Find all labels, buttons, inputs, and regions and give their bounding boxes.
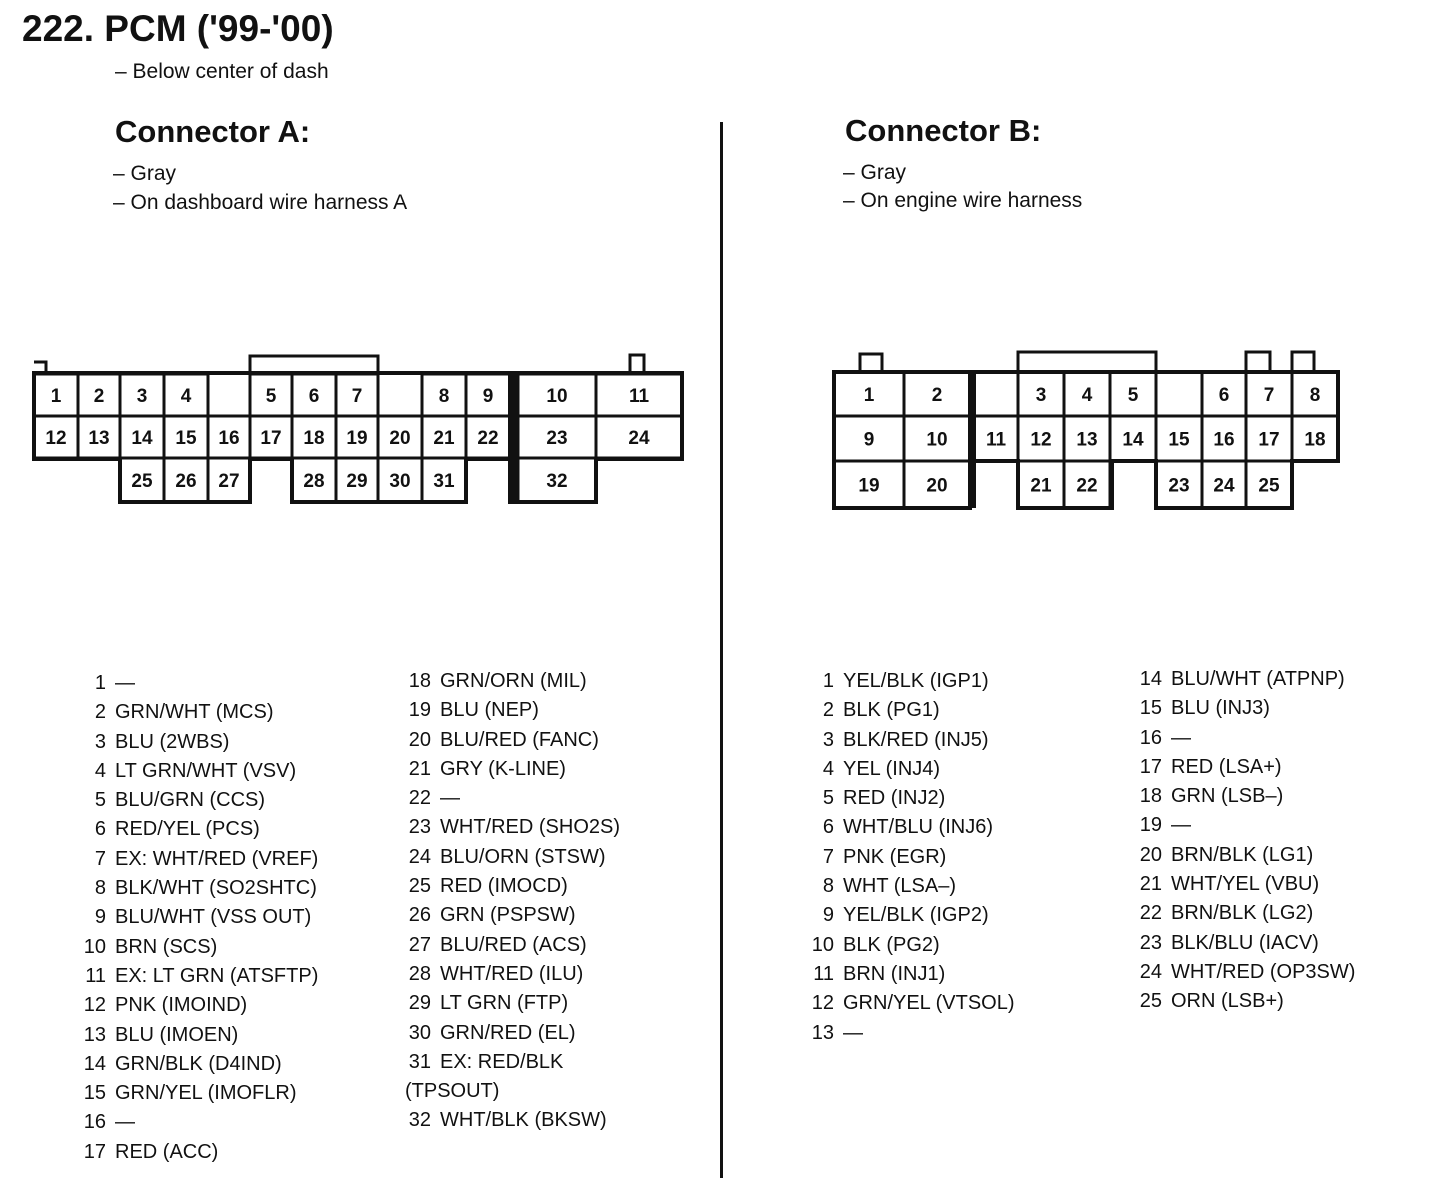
pin-label: 16 <box>218 428 240 449</box>
pin-list-item <box>405 960 620 989</box>
pin-label: 19 <box>346 428 368 449</box>
pin-list-item <box>405 989 620 1018</box>
pin-number: 18 <box>408 670 431 692</box>
pin-label: 13 <box>88 428 110 449</box>
pin-list-item <box>808 872 1015 901</box>
pin-label: 5 <box>1127 385 1139 406</box>
pin-list-item <box>405 667 620 696</box>
pin-label: 12 <box>45 428 67 449</box>
pin-number: 23 <box>1139 931 1162 954</box>
pin-label: 1 <box>50 386 62 407</box>
pin-description: BLU/RED (FANC) <box>440 728 599 751</box>
pin-number: 25 <box>1139 990 1162 1013</box>
pin-description: BLU (2WBS) <box>115 730 230 753</box>
pin-label: 4 <box>180 386 192 407</box>
pin-description: BLU/WHT (ATPNP) <box>1171 668 1345 690</box>
pin-label: 8 <box>1309 385 1321 406</box>
pin-description: BRN/BLK (LG1) <box>1171 843 1314 866</box>
pin-number: 11 <box>85 964 106 987</box>
pin-description: YEL/BLK (IGP1) <box>843 670 989 692</box>
pin-description: EX: WHT/RED (VREF) <box>115 847 319 870</box>
connector-a-harness: – On dashboard wire harness A <box>113 191 408 214</box>
pin-list-item <box>80 757 318 786</box>
pin-description: — <box>115 672 135 694</box>
pin-label: 6 <box>1218 385 1230 406</box>
pin-list-item <box>405 931 620 960</box>
pin-description: BLK/WHT (SO2SHTC) <box>115 877 317 900</box>
pin-description: GRY (K-LINE) <box>440 757 566 780</box>
pin-number: 15 <box>1139 697 1162 720</box>
pin-number: 10 <box>811 933 834 956</box>
pin-description: WHT/RED (SHO2S) <box>440 816 620 839</box>
pin-number: 10 <box>83 935 106 958</box>
pin-number: 29 <box>408 992 431 1015</box>
pin-description: BLK/BLU (IACV) <box>1171 931 1319 954</box>
connector-b-diagram <box>834 352 1338 508</box>
pin-label: 32 <box>546 471 568 492</box>
pin-label: 17 <box>260 428 282 449</box>
pin-label: 15 <box>175 428 197 449</box>
pin-number: 3 <box>94 730 106 753</box>
pin-number: 18 <box>1139 785 1162 808</box>
pin-label: 11 <box>985 429 1007 451</box>
pin-description: WHT/YEL (VBU) <box>1171 873 1320 896</box>
pin-number: 30 <box>408 1021 431 1044</box>
pin-label: 21 <box>1030 475 1052 497</box>
connector-b-pin-list-col1 <box>808 667 1015 1048</box>
pin-list-item <box>1136 958 1355 987</box>
pin-number: 27 <box>408 933 431 956</box>
pin-description: BLU (INJ3) <box>1171 697 1270 720</box>
pin-list-item <box>80 845 318 874</box>
pin-list-item <box>1136 782 1355 811</box>
pin-number: 8 <box>94 877 106 900</box>
pin-list-item <box>80 991 318 1020</box>
pin-label: 7 <box>351 386 363 407</box>
pin-list-item <box>80 786 318 815</box>
pin-list-item <box>1136 694 1355 723</box>
pin-list-item <box>405 1106 620 1135</box>
pin-description: BLU/RED (ACS) <box>440 933 587 956</box>
pin-number: 9 <box>94 906 106 929</box>
pin-label: 1 <box>863 385 875 406</box>
pin-description: — <box>440 787 460 810</box>
pin-list-item <box>808 960 1015 989</box>
pin-number: 6 <box>822 816 834 839</box>
pin-list-item <box>405 726 620 755</box>
pin-description: GRN/YEL (VTSOL) <box>843 992 1015 1015</box>
pin-number: 3 <box>822 728 834 751</box>
pin-label: 31 <box>433 471 455 492</box>
pin-label: 30 <box>389 471 411 492</box>
pin-label: 26 <box>175 471 197 492</box>
pin-number: 20 <box>1139 843 1162 866</box>
pin-description-continued: (TPSOUT) <box>405 1080 500 1103</box>
pin-list-item <box>808 989 1015 1018</box>
pin-description: WHT/BLK (BKSW) <box>440 1109 607 1132</box>
pin-label: 9 <box>482 386 494 407</box>
pin-label: 14 <box>131 428 153 449</box>
pin-description: BRN/BLK (LG2) <box>1171 902 1314 925</box>
pin-description: RED (ACC) <box>115 1140 219 1163</box>
pin-list-item <box>1136 811 1355 840</box>
pin-description: BLU/ORN (STSW) <box>440 845 606 868</box>
pin-list-item <box>808 755 1015 784</box>
pin-number: 4 <box>822 757 834 780</box>
pin-description: LT GRN (FTP) <box>440 992 569 1015</box>
pin-list-item <box>1136 929 1355 958</box>
pin-list-item <box>405 813 620 842</box>
pin-list-item <box>1136 665 1355 694</box>
page-title: 222. PCM ('99-'00) <box>22 8 334 49</box>
connector-a-heading: Connector A: <box>115 114 311 149</box>
pin-number: 14 <box>1139 668 1162 690</box>
pin-label: 24 <box>628 428 650 449</box>
pin-label: 28 <box>303 471 325 492</box>
pin-number: 2 <box>94 701 106 724</box>
pin-description: WHT/RED (OP3SW) <box>1171 960 1356 983</box>
pin-label: 16 <box>1213 429 1235 451</box>
latch-tab <box>34 355 644 373</box>
pin-description: WHT/BLU (INJ6) <box>843 816 993 839</box>
pin-number: 1 <box>94 672 106 694</box>
pin-list-item <box>405 755 620 784</box>
pin-list-item <box>80 1138 318 1167</box>
pin-label: 13 <box>1076 429 1098 451</box>
connector-b-pin-list-col2 <box>1136 665 1355 1017</box>
pin-list-item <box>808 931 1015 960</box>
pin-description: GRN/BLK (D4IND) <box>115 1052 282 1075</box>
pin-list-item <box>405 901 620 930</box>
pin-number: 12 <box>811 992 834 1015</box>
pin-description: BRN (INJ1) <box>843 962 946 985</box>
pin-description: BLU (IMOEN) <box>115 1023 239 1046</box>
pin-number: 17 <box>1139 755 1162 778</box>
pin-label: 9 <box>863 429 875 451</box>
pin-number: 22 <box>408 787 431 810</box>
pin-number: 15 <box>83 1082 106 1105</box>
pin-label: 17 <box>1258 429 1280 451</box>
connector-a-diagram <box>34 355 682 502</box>
pin-description: GRN/WHT (MCS) <box>115 701 274 724</box>
pin-list-item <box>808 813 1015 842</box>
pin-number: 24 <box>1139 960 1162 983</box>
pin-description: GRN/RED (EL) <box>440 1021 576 1044</box>
pin-label: 6 <box>308 386 320 407</box>
pin-number: 6 <box>94 818 106 841</box>
pin-label: 20 <box>389 428 411 449</box>
connector-b-harness: – On engine wire harness <box>843 189 1083 212</box>
pin-label: 15 <box>1168 429 1190 451</box>
pin-number: 9 <box>822 904 834 927</box>
pin-label: 2 <box>931 385 943 406</box>
connector-a-pin-list-col2 <box>405 667 620 1136</box>
pin-list-item <box>80 903 318 932</box>
pin-list-item <box>80 933 318 962</box>
pin-number: 1 <box>822 670 834 692</box>
pin-description: PNK (IMOIND) <box>115 994 248 1017</box>
pin-label: 25 <box>1258 475 1280 497</box>
pin-description: PNK (EGR) <box>843 845 947 868</box>
pin-number: 24 <box>408 845 431 868</box>
pin-label: 11 <box>628 386 650 407</box>
pin-label: 18 <box>1304 429 1326 451</box>
pin-list-item <box>1136 870 1355 899</box>
pin-label: 20 <box>926 475 948 497</box>
pin-list-item <box>80 874 318 903</box>
pin-number: 20 <box>408 728 431 751</box>
pin-list-item <box>80 1021 318 1050</box>
pin-number: 5 <box>822 787 834 810</box>
pin-label: 24 <box>1213 475 1235 497</box>
pin-list-item <box>80 815 318 844</box>
pin-description: — <box>1171 726 1191 749</box>
pin-label: 14 <box>1122 429 1144 451</box>
pin-number: 7 <box>94 847 106 870</box>
pin-description: — <box>843 1021 863 1044</box>
pin-description: BLK (PG1) <box>843 699 940 722</box>
pin-number: 2 <box>822 699 834 722</box>
pin-description: BLU (NEP) <box>440 699 539 722</box>
pin-label: 2 <box>93 386 105 407</box>
pin-number: 17 <box>83 1140 106 1163</box>
pin-list-item <box>405 784 620 813</box>
connector-b-heading: Connector B: <box>845 113 1042 148</box>
pin-description: YEL/BLK (IGP2) <box>843 904 989 927</box>
pin-list-item <box>808 784 1015 813</box>
pin-label: 10 <box>926 429 948 451</box>
pin-description: RED (LSA+) <box>1171 755 1282 778</box>
pin-label: 12 <box>1030 429 1052 451</box>
pin-list-item <box>80 728 318 757</box>
pin-label: 3 <box>136 386 148 407</box>
pin-label: 8 <box>438 386 450 407</box>
pin-number: 16 <box>1139 726 1162 749</box>
pin-label: 23 <box>1168 475 1190 497</box>
pin-label: 3 <box>1035 385 1047 406</box>
pin-label: 5 <box>265 386 277 407</box>
pin-label: 22 <box>1076 475 1098 497</box>
pin-number: 21 <box>1139 873 1162 896</box>
pin-description: WHT (LSA–) <box>843 875 956 898</box>
pin-description: RED/YEL (PCS) <box>115 818 260 841</box>
pin-description: RED (INJ2) <box>843 787 946 810</box>
pin-list-item <box>1136 753 1355 782</box>
latch-tab <box>860 354 882 372</box>
pin-label: 7 <box>1263 385 1275 406</box>
latch-tab <box>1246 352 1314 372</box>
connector-a-pin-list-col1 <box>80 669 318 1167</box>
pin-description: — <box>1171 814 1191 837</box>
pin-list-item <box>808 843 1015 872</box>
pin-number: 14 <box>83 1052 106 1075</box>
pin-description: EX: RED/BLK <box>440 1050 564 1073</box>
pin-label: 22 <box>477 428 499 449</box>
pin-number: 8 <box>822 875 834 898</box>
pin-label: 4 <box>1081 385 1093 406</box>
pin-description: RED (IMOCD) <box>440 875 568 898</box>
pin-list-item <box>405 696 620 725</box>
pin-list-item <box>80 1079 318 1108</box>
pin-list-item <box>405 843 620 872</box>
pin-list-item <box>1136 899 1355 928</box>
pin-description: GRN/YEL (IMOFLR) <box>115 1082 297 1105</box>
pin-description: GRN/ORN (MIL) <box>440 670 587 692</box>
pin-number: 12 <box>83 994 106 1017</box>
pin-number: 13 <box>811 1021 834 1044</box>
pin-number: 5 <box>94 789 106 812</box>
pin-label: 27 <box>218 471 240 492</box>
pin-number: 23 <box>408 816 431 839</box>
pin-list-item <box>808 1019 1015 1048</box>
pin-number: 16 <box>83 1111 106 1134</box>
pin-list-item <box>405 1019 620 1048</box>
pin-number: 31 <box>408 1050 431 1073</box>
pin-description: BLU/GRN (CCS) <box>115 789 266 812</box>
pin-description: WHT/RED (ILU) <box>440 962 584 985</box>
pin-list-item <box>405 1048 620 1077</box>
pin-label: 25 <box>131 471 153 492</box>
pin-list-item <box>80 962 318 991</box>
pin-description: — <box>115 1111 135 1134</box>
pin-list-item <box>808 696 1015 725</box>
pin-number: 4 <box>94 759 106 782</box>
pin-description: BLU/WHT (VSS OUT) <box>115 906 312 929</box>
connector-b-color: – Gray <box>843 161 907 184</box>
pin-description: GRN (PSPSW) <box>440 904 576 927</box>
pin-number: 13 <box>83 1023 106 1046</box>
pin-list-item <box>808 667 1015 696</box>
pin-list-item <box>80 1108 318 1137</box>
pin-list-item <box>808 901 1015 930</box>
pin-number: 7 <box>822 845 834 868</box>
pin-label: 19 <box>858 475 880 497</box>
pin-label: 29 <box>346 471 368 492</box>
pin-description: BLK/RED (INJ5) <box>843 728 989 751</box>
pin-list-item <box>1136 724 1355 753</box>
location-note: – Below center of dash <box>115 60 329 83</box>
pin-description: LT GRN/WHT (VSV) <box>115 759 297 782</box>
pin-label: 23 <box>546 428 568 449</box>
pin-list-item <box>405 872 620 901</box>
pin-number: 22 <box>1139 902 1162 925</box>
pin-number: 19 <box>408 699 431 722</box>
pin-number: 25 <box>408 875 431 898</box>
pin-list-item <box>80 669 318 698</box>
connector-hood <box>1018 352 1156 372</box>
connector-a-color: – Gray <box>113 162 177 185</box>
pin-description: GRN (LSB–) <box>1171 785 1284 808</box>
pin-list-item <box>1136 987 1355 1016</box>
pin-description: ORN (LSB+) <box>1171 990 1284 1013</box>
pin-number: 19 <box>1139 814 1162 837</box>
pin-list-item <box>80 698 318 727</box>
pin-list-item <box>808 726 1015 755</box>
pin-label: 21 <box>433 428 455 449</box>
pin-number: 26 <box>408 904 431 927</box>
pin-list-item <box>80 1050 318 1079</box>
pin-number: 21 <box>408 757 431 780</box>
pin-description: BLK (PG2) <box>843 933 940 956</box>
pin-label: 10 <box>546 386 568 407</box>
pin-description: EX: LT GRN (ATSFTP) <box>115 964 319 987</box>
pin-description: BRN (SCS) <box>115 935 218 958</box>
pin-description: YEL (INJ4) <box>843 757 941 780</box>
connector-hood <box>250 356 378 373</box>
pin-number: 11 <box>813 962 834 985</box>
pin-label: 18 <box>303 428 325 449</box>
pin-list-item <box>1136 841 1355 870</box>
pin-number: 28 <box>408 962 431 985</box>
pin-number: 32 <box>408 1109 431 1132</box>
